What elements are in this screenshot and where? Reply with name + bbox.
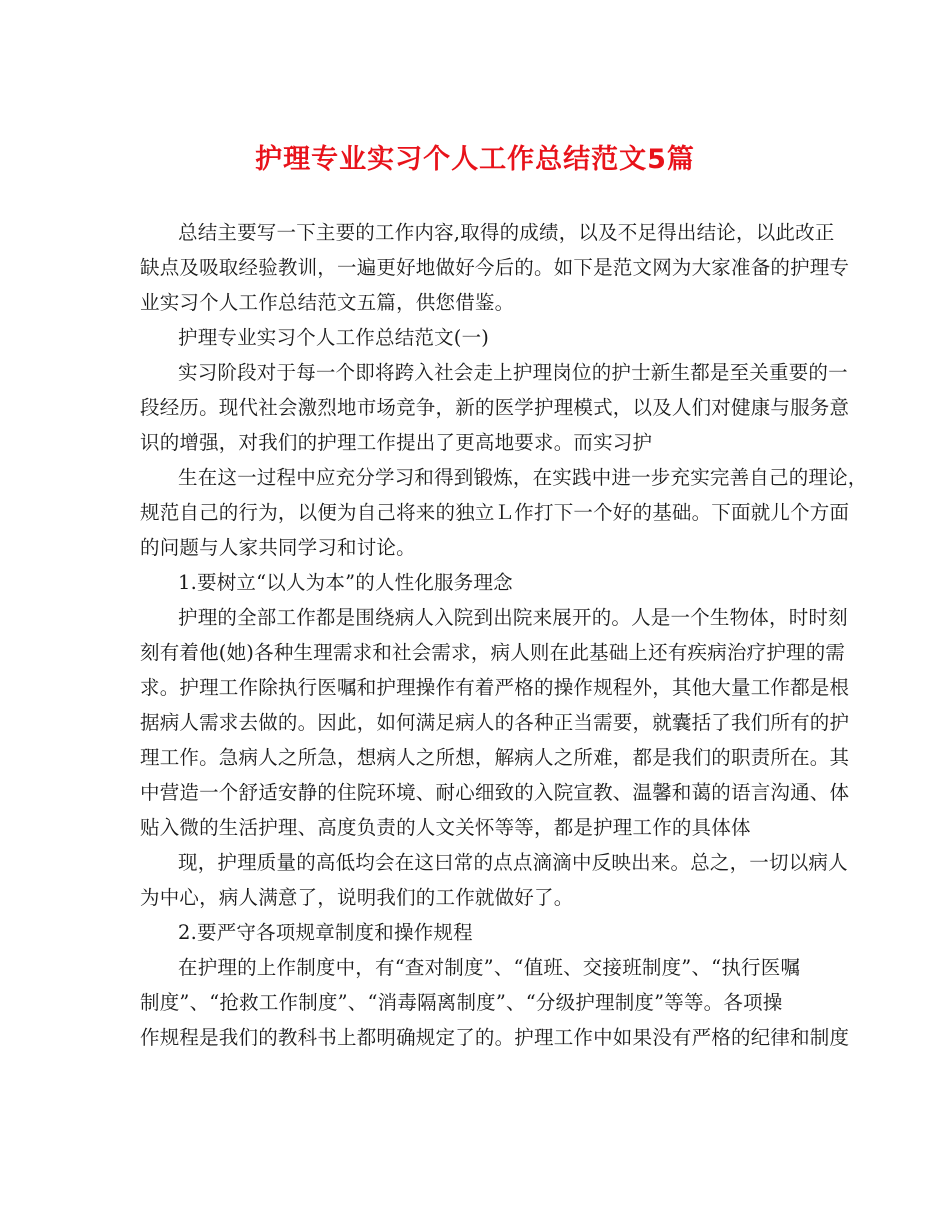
paragraph-line: 总结主要写一下主要的工作内容,取得的成绩，以及不足得出结论，以此改正 [178,221,835,244]
paragraph-line: 生在这一过程中应充分学习和得到锻炼，在实践中进一步充实完善自己的理论， [178,466,868,489]
paragraph-line: 段经历。现代社会激烈地市场竞争，新的医学护理模式，以及人们对健康与服务意 [140,396,850,419]
paragraph-line: 理工作。急病人之所急，想病人之所想，解病人之所难，都是我们的职责所在。其 [140,746,850,769]
paragraph-line: 中营造一个舒适安静的住院环境、耐心细致的入院宣教、温馨和蔼的语言沟通、体 [140,781,850,804]
paragraph-line: 规范自己的行为，以便为自己将来的独立Ｌ作打下一个好的基础。下面就儿个方面 [140,501,850,524]
paragraph-line: 识的增强，对我们的护理工作提出了更高地要求。而实习护 [140,431,653,454]
paragraph-line: 在护理的上作制度中，有“查对制度”、“值班、交接班制度”、“执行医嘱 [178,956,801,979]
paragraph-line: 现，护理质量的高低均会在这曰常的点点滴滴中反映出来。总之，一切以病人 [178,851,848,874]
section-heading: 2.要严守各项规章制度和操作规程 [178,921,473,944]
paragraph-line: 护理的全部工作都是围绕病人入院到出院来展开的。人是一个生物体，时时刻 [178,606,848,629]
document-title: 护理专业实习个人工作总结范文5篇 [255,144,695,175]
paragraph-line: 缺点及吸取经验教训，一遍更好地做好今后的。如下是范文网为大家准备的护理专 [140,256,850,279]
paragraph-line: 制度”、“抢救工作制度”、“消毒隔离制度”、“分级护理制度”等等。各项操 [140,991,783,1014]
paragraph-line: 作规程是我们的教科书上都明确规定了的。护理工作中如果没有严格的纪律和制度 [140,1026,850,1049]
paragraph-line: 的问题与人家共同学习和讨论。 [140,536,416,559]
section-heading: 1.要树立“以人为本”的人性化服务理念 [178,571,513,594]
paragraph-line: 求。护理工作除执行医嘱和护理操作有着严格的操作规程外，其他大量工作都是根 [140,676,850,699]
paragraph-line: 实习阶段对于每一个即将跨入社会走上护理岗位的护士新生都是至关重要的一 [178,361,848,384]
paragraph-line: 刻有着他(她)各种生理需求和社会需求，病人则在此基础上还有疾病治疗护理的需 [140,641,846,664]
paragraph-line: 据病人需求去做的。因此，如何满足病人的各种正当需要，就囊括了我们所有的护 [140,711,850,734]
paragraph-line: 为中心，病人满意了，说明我们的工作就做好了。 [140,886,574,909]
section-heading: 护理专业实习个人工作总结范文(一) [178,326,490,349]
paragraph-line: 贴入微的生活护理、高度负责的人文关怀等等，都是护理工作的具体体 [140,816,751,839]
paragraph-line: 业实习个人工作总结范文五篇，供您借鉴。 [140,291,515,314]
